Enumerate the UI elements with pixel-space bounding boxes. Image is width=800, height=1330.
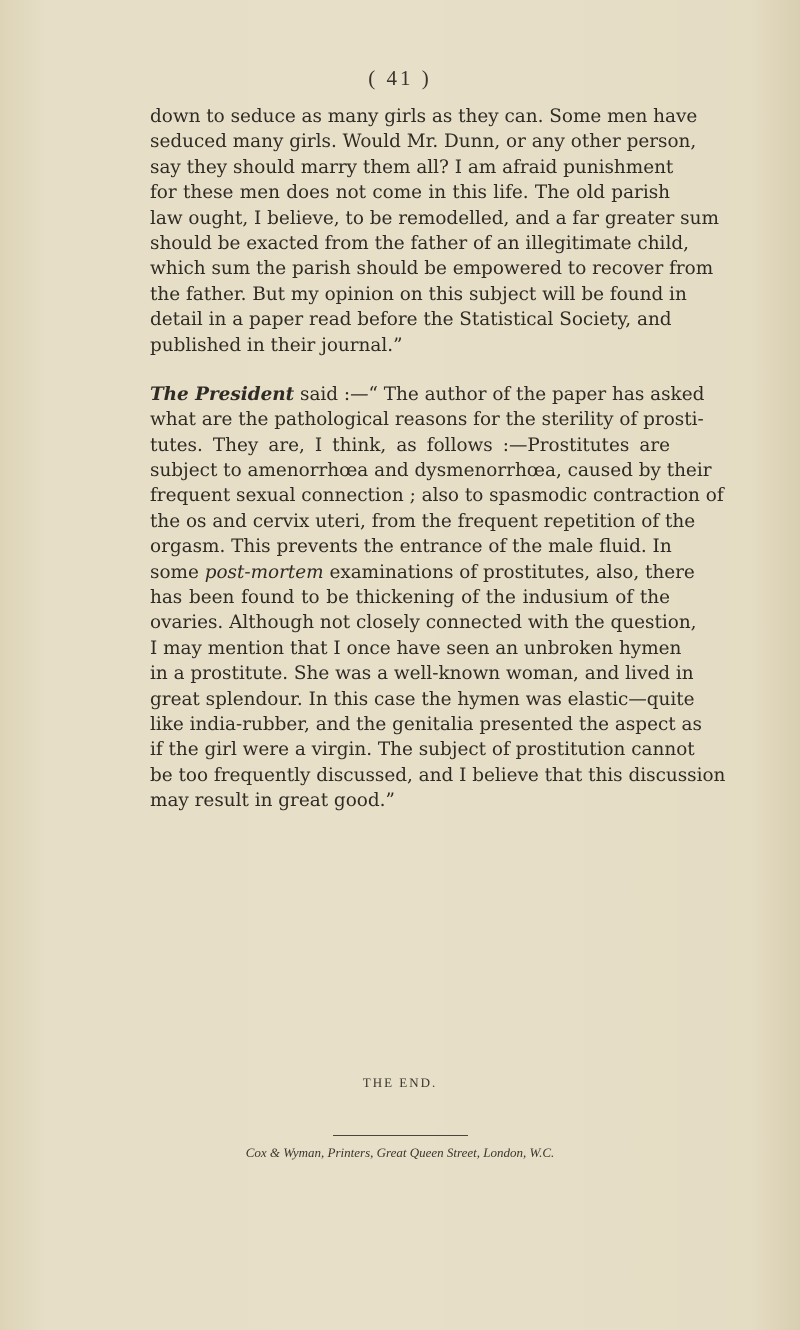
line-start: some [150, 561, 205, 583]
text-line: frequent sexual connection ; also to spasmodic contraction of [150, 485, 724, 507]
line-end: examinations of prostitutes, also, there [323, 561, 695, 583]
text-line: down to seduce as many girls as they can. Some men have [150, 106, 698, 127]
text-line: for these men does not come in this life. The old parish [150, 182, 670, 204]
text-line: subject to amenorrhœa and dysmenorrhœa, caused by their [150, 460, 712, 482]
text-line: be too frequently discussed, and I believe that this discussion [150, 764, 726, 786]
text-line: in a prostitute. She was a well-known woman, and lived in [150, 663, 694, 685]
text-line: orgasm. This prevents the entrance of the male fluid. In [150, 536, 672, 558]
speaker-text: said :—“ The author of the paper has asked [294, 383, 705, 405]
printer-imprint: Cox & Wyman, Printers, Great Queen Street, London, W.C. [245, 1145, 555, 1160]
text-line: say they should marry them all? I am afraid punishment [150, 156, 674, 178]
text-line: which sum the parish should be empowered to recover from [150, 258, 714, 280]
text-line: seduced many girls. Would Mr. Dunn, or any other person, [150, 131, 697, 153]
divider-rule [333, 1135, 468, 1136]
text-line: what are the pathological reasons for the sterility of prosti- [150, 409, 704, 431]
the-end-heading: THE END. [362, 1075, 438, 1090]
text-line: ovaries. Although not closely connected with the question, [150, 612, 697, 634]
text-line: the father. But my opinion on this subject will be found in [150, 283, 687, 305]
speaker-name: The President [150, 383, 295, 405]
page-number: ( 41 ) [368, 66, 432, 90]
text-line: the os and cervix uteri, from the frequent repetition of the [150, 510, 696, 532]
paragraph-gap [150, 358, 670, 382]
text-line: I may mention that I once have seen an unbroken hymen [150, 637, 682, 659]
text-line: published in their journal.” [150, 334, 403, 356]
text-line: great splendour. In this case the hymen was elastic—quite [150, 688, 695, 710]
text-line: may result in great good.” [150, 790, 395, 812]
text-line [150, 560, 695, 585]
text-line: tutes. They are, I think, as follows :—Prostitutes are [150, 434, 670, 456]
text-line: law ought, I believe, to be remodelled, and a far greater sum [150, 207, 719, 229]
text-line: should be exacted from the father of an illegitimate child, [150, 232, 689, 254]
body-text [150, 104, 726, 814]
text-line: if the girl were a virgin. The subject of prostitution cannot [150, 739, 695, 761]
text-line: has been found to be thickening of the indusium of the [150, 587, 670, 609]
text-line: detail in a paper read before the Statistical Society, and [150, 309, 672, 331]
text-line [150, 382, 705, 407]
text-line: like india-rubber, and the genitalia presented the aspect as [150, 713, 702, 735]
italic-phrase: post-mortem [204, 561, 324, 583]
